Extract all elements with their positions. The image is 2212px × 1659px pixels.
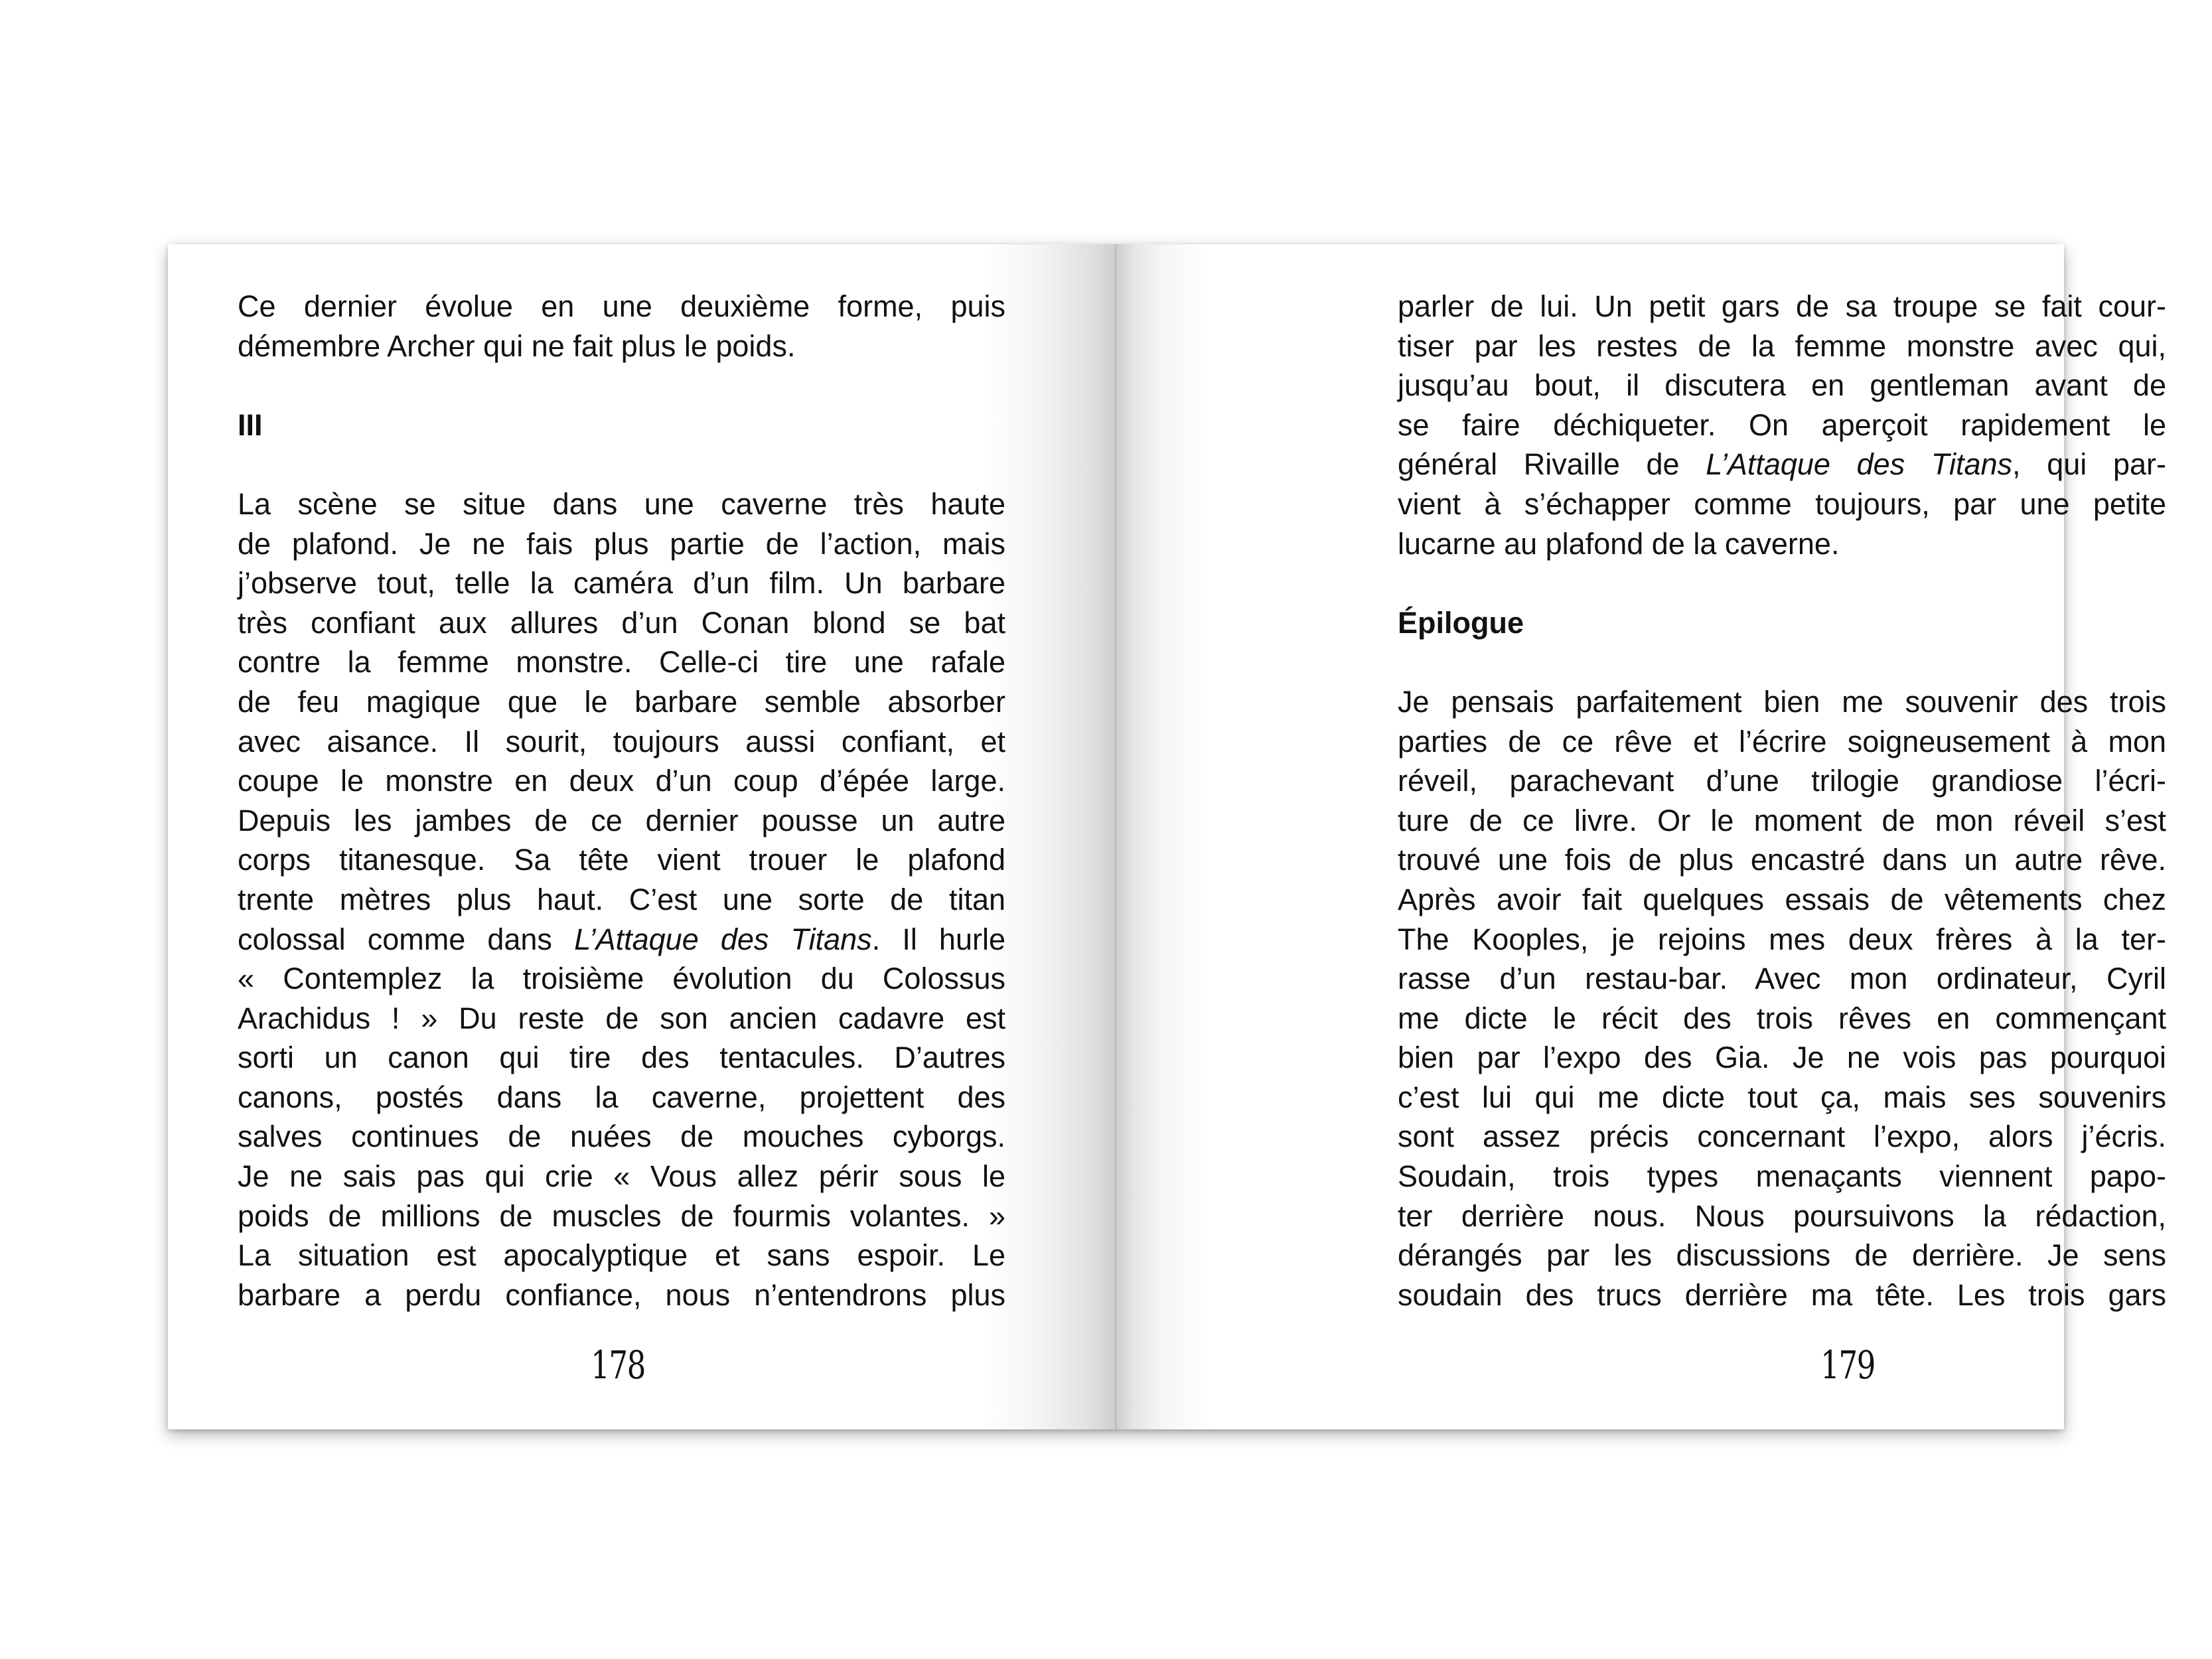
text-line: The Kooples, je rejoins mes deux frères à la ter- [1398, 922, 2166, 956]
right-page [1116, 244, 2166, 1429]
text-line: réveil, parachevant d’une trilogie grandiose l’écri- [1398, 764, 2166, 798]
text-line: vient à s’échapper comme toujours, par une petite [1398, 486, 2166, 521]
text-line [238, 920, 1005, 960]
section-heading: Épilogue [1398, 605, 1524, 640]
text-line: bien par l’expo des Gia. Je ne vois pas pourquoi [1398, 1041, 2166, 1075]
text-line: La situation est apocalyptique et sans espoir. Le [238, 1238, 1005, 1273]
text-line: trente mètres plus haut. C’est une sorte de titan [238, 882, 1005, 916]
text-line: sont assez précis concernant l’expo, alors j’écris. [1398, 1119, 2166, 1154]
text-run: colossal comme dans [238, 922, 575, 956]
text-line [1398, 445, 2166, 484]
text-line: j’observe tout, telle la caméra d’un film. Un barbare [238, 566, 1005, 601]
section-heading: III [238, 407, 263, 442]
book-title-italic: L’Attaque des Titans [1706, 447, 2013, 482]
text-line: Depuis les jambes de ce dernier pousse un autre [238, 803, 1005, 837]
text-line: barbare a perdu confiance, nous n’entendrons plus [238, 1277, 1005, 1312]
text-line: « Contemplez la troisième évolution du Colossus [238, 962, 1005, 996]
left-page-text [238, 287, 1005, 1315]
page-number-right: 179 [1820, 1342, 1875, 1388]
text-line: c’est lui qui me dicte tout ça, mais ses souvenirs [1398, 1080, 2166, 1114]
book-title-italic: L’Attaque des Titans [574, 922, 872, 956]
text-line: tiser par les restes de la femme monstre avec qui, [1398, 328, 2166, 363]
text-run: général Rivaille de [1398, 447, 1706, 482]
text-line: avec aisance. Il sourit, toujours aussi confiant, et [238, 724, 1005, 758]
text-line: Soudain, trois types menaçants viennent papo- [1398, 1159, 2166, 1194]
book-gutter [1115, 244, 1116, 1429]
text-line: poids de millions de muscles de fourmis volantes. » [238, 1198, 1005, 1233]
text-line: très confiant aux allures d’un Conan blond se bat [238, 605, 1005, 640]
text-line: démembre Archer qui ne fait plus le poids. [238, 328, 796, 363]
text-run: , qui par- [2012, 447, 2166, 482]
text-line: corps titanesque. Sa tête vient trouer le plafond [238, 843, 1005, 877]
text-line: sorti un canon qui tire des tentacules. D’autres [238, 1041, 1005, 1075]
text-line: se faire déchiqueter. On aperçoit rapidement le [1398, 407, 2166, 442]
text-line: contre la femme monstre. Celle-ci tire une rafale [238, 645, 1005, 680]
text-line: Ce dernier évolue en une deuxième forme, puis [238, 289, 1005, 323]
text-line: Je ne sais pas qui crie « Vous allez périr sous le [238, 1159, 1005, 1194]
text-line: me dicte le récit des trois rêves en commençant [1398, 1001, 2166, 1035]
left-page [168, 244, 1116, 1429]
text-line: Après avoir fait quelques essais de vêtements chez [1398, 882, 2166, 916]
text-line: trouvé une fois de plus encastré dans un autre rêve. [1398, 843, 2166, 877]
text-line: Arachidus ! » Du reste de son ancien cadavre est [238, 1001, 1005, 1035]
text-run: . Il hurle [871, 922, 1005, 956]
text-line: jusqu’au bout, il discutera en gentleman avant de [1398, 368, 2166, 403]
text-line: de plafond. Je ne fais plus partie de l’action, mais [238, 526, 1005, 561]
text-line: coupe le monstre en deux d’un coup d’épée large. [238, 764, 1005, 798]
text-line: dérangés par les discussions de derrière. Je sens [1398, 1238, 2166, 1273]
text-line: Je pensais parfaitement bien me souvenir des trois [1398, 684, 2166, 719]
text-line: rasse d’un restau-bar. Avec mon ordinateur, Cyril [1398, 962, 2166, 996]
text-line: de feu magique que le barbare semble absorber [238, 684, 1005, 719]
text-line: parties de ce rêve et l’écrire soigneusement à mon [1398, 724, 2166, 758]
text-line: La scène se situe dans une caverne très haute [238, 486, 1005, 521]
text-line: salves continues de nuées de mouches cyborgs. [238, 1119, 1005, 1154]
text-line: ture de ce livre. Or le moment de mon réveil s’est [1398, 803, 2166, 837]
text-line: soudain des trucs derrière ma tête. Les trois gars [1398, 1277, 2166, 1312]
page-number-left: 178 [591, 1342, 645, 1388]
text-line: parler de lui. Un petit gars de sa troupe se fait cour- [1398, 289, 2166, 323]
text-line: lucarne au plafond de la caverne. [1398, 526, 1840, 561]
text-line: ter derrière nous. Nous poursuivons la rédaction, [1398, 1198, 2166, 1233]
right-page-text [1398, 287, 2166, 1315]
book-spread [168, 244, 2166, 1429]
text-line: canons, postés dans la caverne, projettent des [238, 1080, 1005, 1114]
